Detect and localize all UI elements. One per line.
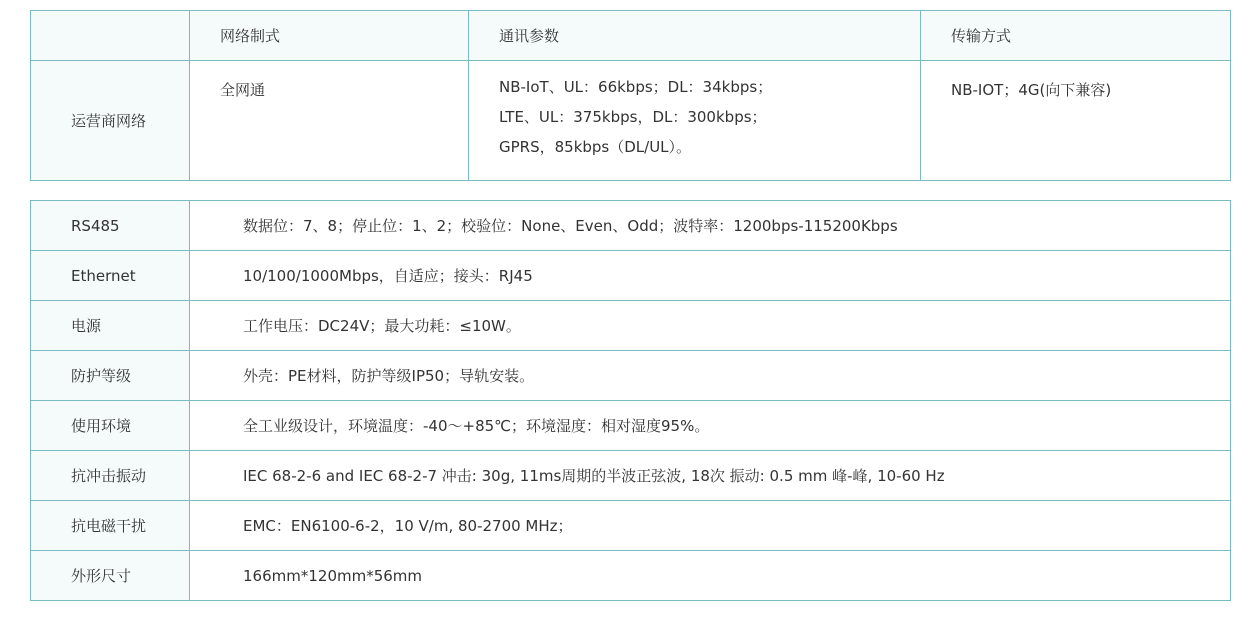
- transmission-value: NB-IOT；4G(向下兼容): [921, 61, 1231, 181]
- header-network-type: 网络制式: [190, 11, 469, 61]
- spec-value: 数据位：7、8；停止位：1、2；校验位：None、Even、Odd；波特率：1200bps-115200Kbps: [190, 201, 1231, 251]
- spec-value: EMC：EN6100-6-2，10 V/m, 80-2700 MHz；: [190, 501, 1231, 551]
- comm-param-line: NB-IoT、UL：66kbps；DL：34kbps；: [499, 78, 773, 96]
- comm-params-cell: [469, 61, 921, 181]
- spec-label: 电源: [31, 301, 190, 351]
- spec-label: 外形尺寸: [31, 551, 190, 601]
- spec-label: 使用环境: [31, 401, 190, 451]
- spec-label: Ethernet: [31, 251, 190, 301]
- spec-row-ethernet: [31, 251, 1231, 301]
- comm-param-line: LTE、UL：375kbps，DL：300kbps；: [499, 108, 767, 126]
- spec-label: 防护等级: [31, 351, 190, 401]
- comm-param-line: GPRS，85kbps（DL/UL）。: [499, 138, 692, 156]
- header-transmission: 传输方式: [921, 11, 1231, 61]
- spec-label: 抗冲击振动: [31, 451, 190, 501]
- spec-label: RS485: [31, 201, 190, 251]
- spec-row-environment: [31, 401, 1231, 451]
- spec-value: 10/100/1000Mbps，自适应；接头：RJ45: [190, 251, 1231, 301]
- spec-row-emi: [31, 501, 1231, 551]
- spec-value: 166mm*120mm*56mm: [190, 551, 1231, 601]
- spec-row-rs485: [31, 201, 1231, 251]
- row-label-carrier-network: 运营商网络: [31, 61, 190, 181]
- spec-label: 抗电磁干扰: [31, 501, 190, 551]
- spec-row-shock-vibration: [31, 451, 1231, 501]
- network-table-header-row: [31, 11, 1231, 61]
- spec-row-power: [31, 301, 1231, 351]
- spec-value: 全工业级设计，环境温度：-40～+85℃；环境湿度：相对湿度95%。: [190, 401, 1231, 451]
- header-comm-params: 通讯参数: [469, 11, 921, 61]
- spec-value: 外壳：PE材料，防护等级IP50；导轨安装。: [190, 351, 1231, 401]
- spec-row-protection: [31, 351, 1231, 401]
- spec-row-dimensions: [31, 551, 1231, 601]
- network-table: [30, 10, 1231, 181]
- header-empty-cell: [31, 11, 190, 61]
- network-table-row: [31, 61, 1231, 181]
- spec-value: IEC 68-2-6 and IEC 68-2-7 冲击: 30g, 11ms周期的半波正弦波, 18次 振动: 0.5 mm 峰-峰, 10-60 Hz: [190, 451, 1231, 501]
- network-type-value: 全网通: [190, 61, 469, 181]
- spec-value: 工作电压：DC24V；最大功耗：≤10W。: [190, 301, 1231, 351]
- spec-table: [30, 200, 1231, 601]
